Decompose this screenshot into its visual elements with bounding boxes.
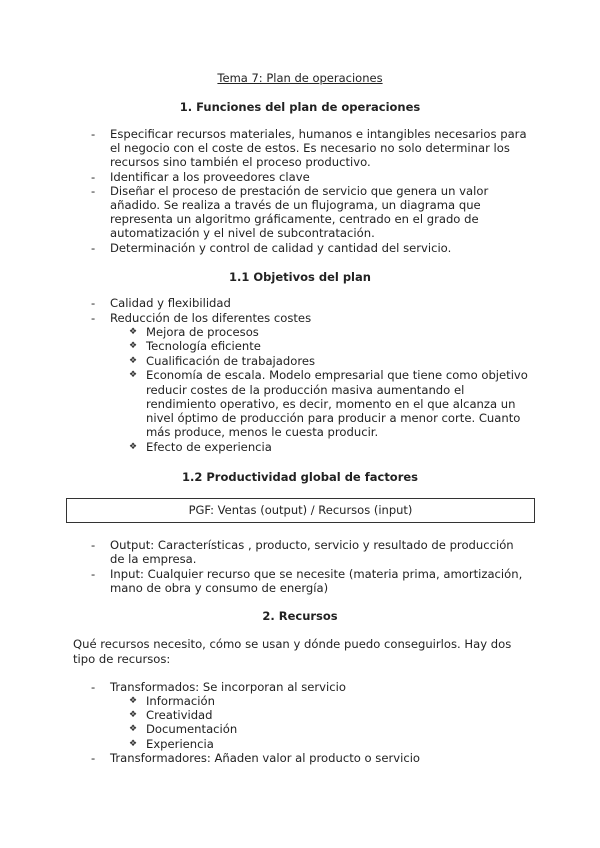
list-item-line: de la empresa.	[110, 552, 197, 566]
list-item-line: Transformados: Se incorporan al servicio	[110, 680, 346, 694]
bullet-diamond-icon: ❖	[129, 442, 138, 452]
list-item-line: Determinación y control de calidad y cantidad del servicio.	[110, 241, 452, 255]
list-item-line: Input: Cualquier recurso que se necesite (materia prima, amortización,	[110, 567, 523, 581]
bullet-dash: -	[91, 296, 96, 310]
bullet-diamond-icon: ❖	[129, 356, 138, 366]
bullet-diamond-icon: ❖	[129, 341, 138, 351]
paragraph-line: tipo de recursos:	[73, 652, 171, 666]
sublist-item-line: más produce, menos le cuesta producir.	[146, 425, 379, 439]
list-item-line: Reducción de los diferentes costes	[110, 311, 312, 325]
bullet-dash: -	[91, 127, 96, 141]
sublist-item-line: rendimiento operativo, es decir, momento en el que alcanza un	[146, 397, 516, 411]
bullet-dash: -	[91, 567, 96, 581]
bullet-diamond-icon: ❖	[129, 739, 138, 749]
paragraph-line: Qué recursos necesito, cómo se usan y dónde puedo conseguirlos. Hay dos	[73, 637, 512, 651]
list-item-line: representa un algoritmo gráficamente, centrado en el grado de	[110, 212, 479, 226]
bullet-diamond-icon: ❖	[129, 370, 138, 380]
bullet-dash: -	[91, 751, 96, 765]
bullet-dash: -	[91, 538, 96, 552]
list-item-line: mano de obra y consumo de energía)	[110, 581, 329, 595]
sublist-item-line: Tecnología eficiente	[146, 339, 261, 353]
sublist-item-line: reducir costes de la producción masiva aumentando el	[146, 383, 465, 397]
list-item-line: Identificar a los proveedores clave	[110, 170, 310, 184]
section-1-1-heading: 1.1 Objetivos del plan	[229, 270, 371, 284]
list-item-line: recursos sino también el proceso productivo.	[110, 155, 371, 169]
sublist-item-line: Economía de escala. Modelo empresarial que tiene como objetivo	[146, 368, 528, 382]
bullet-dash: -	[91, 680, 96, 694]
sublist-item-line: nivel óptimo de producción para producir a menor corte. Cuanto	[146, 411, 521, 425]
section-1-2-heading: 1.2 Productividad global de factores	[181, 470, 419, 484]
bullet-dash: -	[91, 311, 96, 325]
list-item-line: Diseñar el proceso de prestación de servicio que genera un valor	[110, 184, 489, 198]
bullet-diamond-icon: ❖	[129, 696, 138, 706]
bullet-dash: -	[91, 241, 96, 255]
bullet-diamond-icon: ❖	[129, 724, 138, 734]
sublist-item-line: Cualificación de trabajadores	[146, 354, 316, 368]
sublist-item-line: Experiencia	[146, 737, 214, 751]
sublist-item-line: Documentación	[146, 722, 238, 736]
list-item-line: añadido. Se realiza a través de un flujograma, un diagrama que	[110, 198, 481, 212]
bullet-diamond-icon: ❖	[129, 327, 138, 337]
sublist-item-line: Creatividad	[146, 708, 213, 722]
list-item-line: Especificar recursos materiales, humanos e intangibles necesarios para	[110, 127, 527, 141]
bullet-diamond-icon: ❖	[129, 710, 138, 720]
bullet-dash: -	[91, 184, 96, 198]
sublist-item-line: Efecto de experiencia	[146, 440, 272, 454]
section-2-heading: 2. Recursos	[262, 609, 338, 623]
formula-box: PGF: Ventas (output) / Recursos (input)	[66, 498, 535, 523]
section-1-heading: 1. Funciones del plan de operaciones	[179, 100, 421, 114]
sublist-item-line: Información	[146, 694, 215, 708]
bullet-dash: -	[91, 170, 96, 184]
sublist-item-line: Mejora de procesos	[146, 325, 259, 339]
list-item-line: automatización y el nivel de subcontratación.	[110, 226, 375, 240]
document-title: Tema 7: Plan de operaciones	[217, 71, 383, 85]
list-item-line: el negocio con el coste de estos. Es necesario no solo determinar los	[110, 141, 510, 155]
list-item-line: Transformadores: Añaden valor al producto o servicio	[110, 751, 421, 765]
list-item-line: Output: Características , producto, servicio y resultado de producción	[110, 538, 514, 552]
list-item-line: Calidad y flexibilidad	[110, 296, 231, 310]
